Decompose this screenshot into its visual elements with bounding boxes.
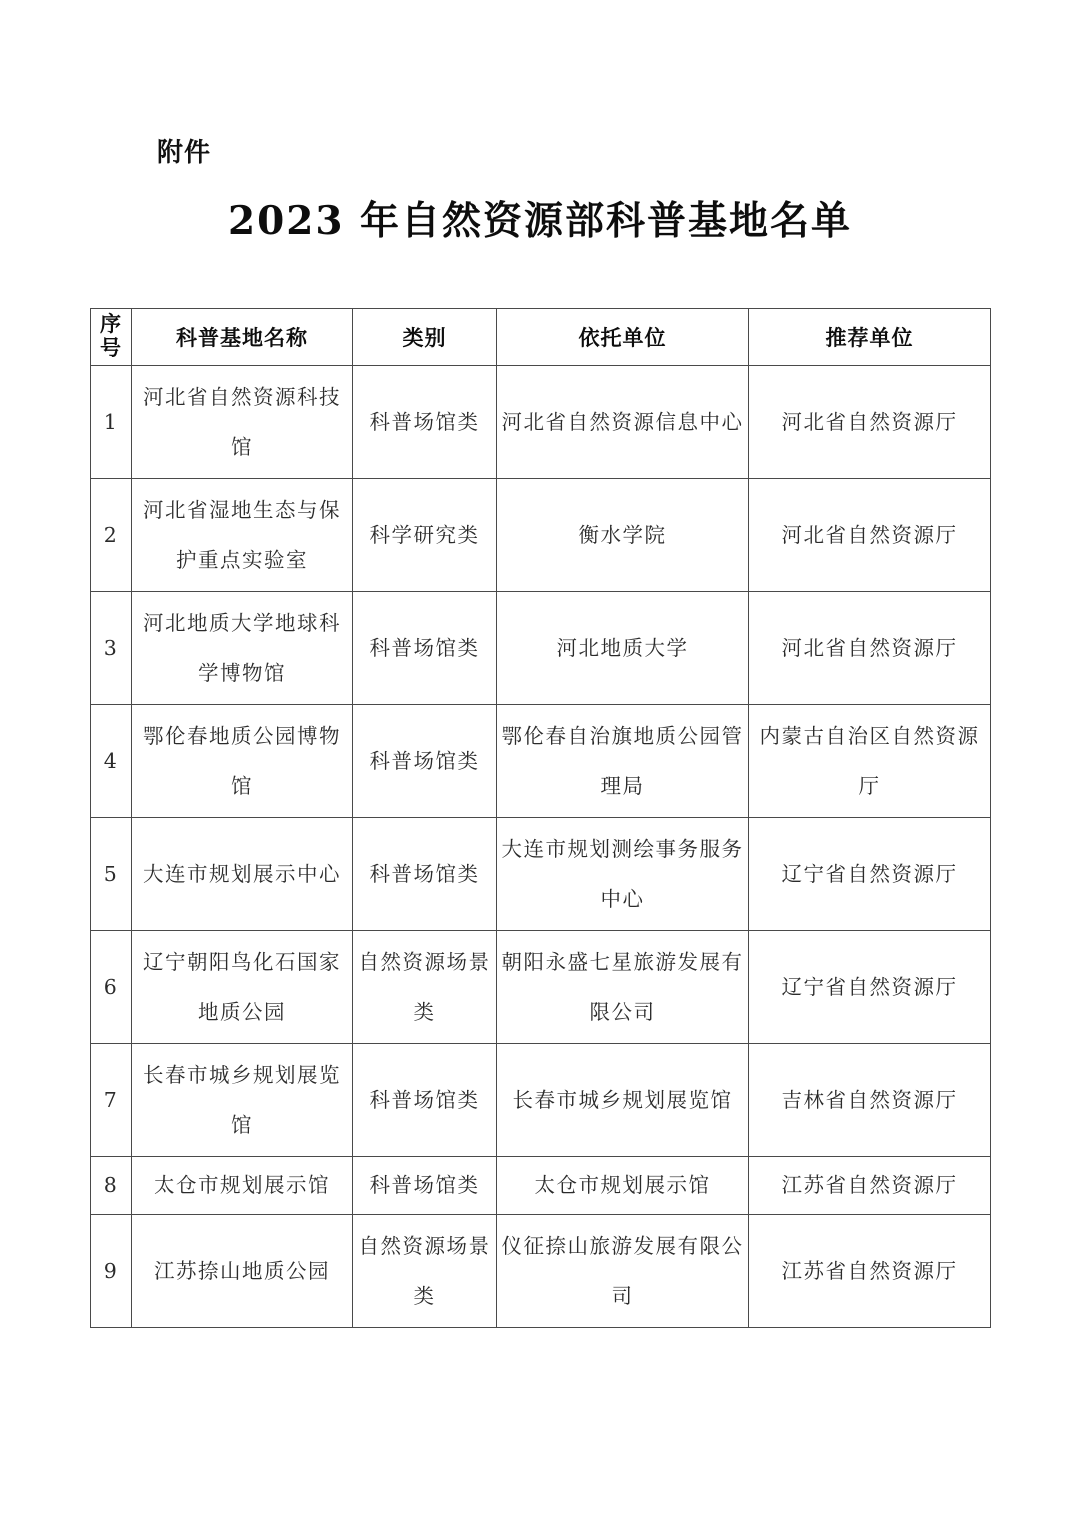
- table-body: [91, 366, 991, 1328]
- table-row: [91, 366, 991, 479]
- table-row: [91, 705, 991, 818]
- cell-name: 长春市城乡规划展览馆: [132, 1044, 353, 1157]
- cell-index: 1: [91, 366, 132, 479]
- column-header-index: [91, 309, 132, 366]
- cell-host-unit: 朝阳永盛七星旅游发展有限公司: [497, 931, 749, 1044]
- cell-index: 8: [91, 1157, 132, 1215]
- page-title: 2023 年自然资源部科普基地名单: [227, 198, 853, 244]
- cell-host-unit: 仪征捺山旅游发展有限公司: [497, 1215, 749, 1328]
- column-header-index-line1: 序: [100, 312, 122, 337]
- cell-index: 2: [91, 479, 132, 592]
- column-header-index-line2: 号: [100, 336, 122, 360]
- cell-name: 河北地质大学地球科学博物馆: [132, 592, 353, 705]
- cell-index: 7: [91, 1044, 132, 1157]
- table-row: [91, 818, 991, 931]
- attachment-label: 附件: [157, 138, 212, 168]
- cell-name: 辽宁朝阳鸟化石国家地质公园: [132, 931, 353, 1044]
- cell-host-unit: 长春市城乡规划展览馆: [497, 1044, 749, 1157]
- cell-name: 鄂伦春地质公园博物馆: [132, 705, 353, 818]
- table-row: [91, 1215, 991, 1328]
- cell-category: 科普场馆类: [353, 1044, 497, 1157]
- cell-name: 江苏捺山地质公园: [132, 1215, 353, 1328]
- column-header-host-unit: 依托单位: [497, 309, 749, 366]
- cell-recommending-unit: 河北省自然资源厅: [749, 592, 991, 705]
- cell-recommending-unit: 辽宁省自然资源厅: [749, 818, 991, 931]
- column-header-recommending-unit: 推荐单位: [749, 309, 991, 366]
- table-header: [91, 309, 991, 366]
- table-row: [91, 1044, 991, 1157]
- column-header-name: 科普基地名称: [132, 309, 353, 366]
- cell-category: 科普场馆类: [353, 705, 497, 818]
- cell-category: 科普场馆类: [353, 366, 497, 479]
- cell-index: 6: [91, 931, 132, 1044]
- cell-recommending-unit: 江苏省自然资源厅: [749, 1215, 991, 1328]
- cell-host-unit: 鄂伦春自治旗地质公园管理局: [497, 705, 749, 818]
- cell-category: 自然资源场景类: [353, 1215, 497, 1328]
- table-row: [91, 931, 991, 1044]
- cell-name: 河北省自然资源科技馆: [132, 366, 353, 479]
- cell-recommending-unit: 辽宁省自然资源厅: [749, 931, 991, 1044]
- cell-host-unit: 太仓市规划展示馆: [497, 1157, 749, 1215]
- cell-index: 5: [91, 818, 132, 931]
- cell-recommending-unit: 内蒙古自治区自然资源厅: [749, 705, 991, 818]
- cell-recommending-unit: 河北省自然资源厅: [749, 479, 991, 592]
- cell-category: 科普场馆类: [353, 592, 497, 705]
- cell-index: 9: [91, 1215, 132, 1328]
- cell-category: 科普场馆类: [353, 818, 497, 931]
- column-header-category: 类别: [353, 309, 497, 366]
- cell-name: 大连市规划展示中心: [132, 818, 353, 931]
- table-row: [91, 592, 991, 705]
- cell-host-unit: 河北省自然资源信息中心: [497, 366, 749, 479]
- science-popularization-base-table: [90, 308, 991, 1328]
- cell-host-unit: 衡水学院: [497, 479, 749, 592]
- cell-category: 自然资源场景类: [353, 931, 497, 1044]
- cell-name: 太仓市规划展示馆: [132, 1157, 353, 1215]
- cell-recommending-unit: 河北省自然资源厅: [749, 366, 991, 479]
- table-header-row: [91, 309, 991, 366]
- table-row: [91, 479, 991, 592]
- cell-recommending-unit: 吉林省自然资源厅: [749, 1044, 991, 1157]
- cell-name: 河北省湿地生态与保护重点实验室: [132, 479, 353, 592]
- table-row: [91, 1157, 991, 1215]
- cell-index: 3: [91, 592, 132, 705]
- cell-category: 科普场馆类: [353, 1157, 497, 1215]
- cell-category: 科学研究类: [353, 479, 497, 592]
- cell-host-unit: 大连市规划测绘事务服务中心: [497, 818, 749, 931]
- cell-recommending-unit: 江苏省自然资源厅: [749, 1157, 991, 1215]
- cell-index: 4: [91, 705, 132, 818]
- cell-host-unit: 河北地质大学: [497, 592, 749, 705]
